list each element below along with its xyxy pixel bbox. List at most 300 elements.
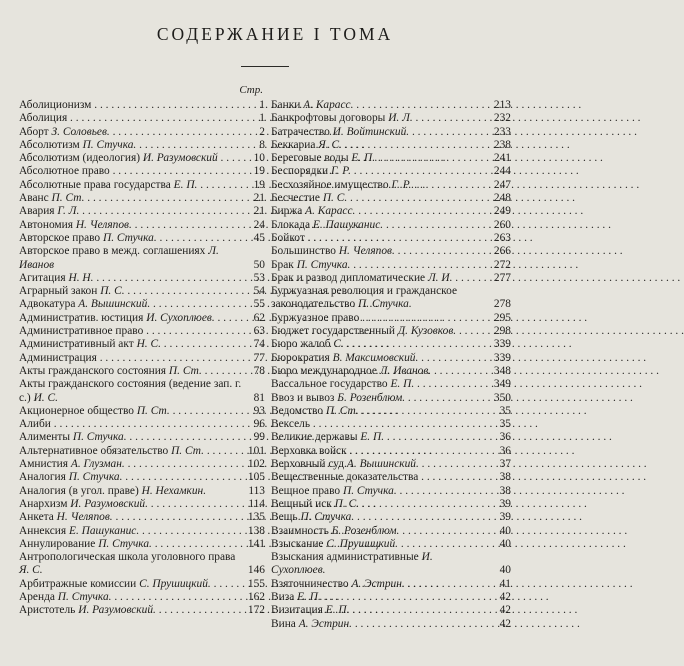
toc-entry-text [19, 365, 244, 378]
toc-entry [19, 551, 265, 578]
toc-entry-text [19, 298, 244, 311]
toc-entry-text [19, 551, 244, 578]
toc-entry [19, 139, 265, 152]
toc-entry-title: Вина [271, 617, 296, 630]
toc-entry-title: Взаимность [271, 524, 329, 537]
toc-entry-page: 162 [247, 590, 265, 603]
toc-entry-author: Л. Иванов [19, 245, 219, 271]
toc-entry-author: А. Вышинский. [346, 458, 419, 471]
toc-entry-page: 1 [259, 112, 265, 125]
toc-entry-page: 40 [499, 537, 511, 550]
toc-entry-text [271, 112, 486, 125]
toc-entry-page: 36 [499, 431, 511, 444]
toc-entry-title: Авторское право [19, 231, 101, 244]
toc-entry-author: П. Стучка. [57, 590, 112, 603]
toc-entry [271, 378, 511, 391]
toc-entry-author: Е. П. [360, 431, 385, 444]
toc-entry-title: Береговые воды [271, 152, 349, 165]
toc-entry [19, 578, 265, 591]
toc-entry-title: Ведомство [271, 404, 324, 417]
toc-entry [271, 591, 511, 604]
toc-entry-author: Н. С. [136, 338, 161, 351]
toc-entry-title: Банкрофтовы договоры [271, 112, 386, 125]
toc-entry-page: 36 [499, 444, 511, 457]
toc-entry-author: И. Сухоплюев. [271, 551, 433, 577]
toc-entry [19, 511, 265, 524]
toc-entry [271, 352, 511, 365]
toc-entry-title: Анархизм [19, 497, 68, 510]
toc-entry-page: 74 [253, 338, 265, 351]
toc-entry-author: Н. Челяпов. [338, 245, 395, 258]
toc-entry-page: 37 [499, 458, 511, 471]
toc-entry-page: 247 [493, 178, 511, 191]
toc-entry-page: 172 [247, 604, 265, 617]
toc-entry-text [19, 139, 244, 152]
toc-entry-title: Ввоз и вывоз [271, 391, 335, 404]
toc-entry [271, 338, 511, 351]
toc-entry-page: 348 [493, 364, 511, 377]
toc-entry-page: 38 [499, 484, 511, 497]
toc-entry-page: 35 [499, 404, 511, 417]
toc-entry [19, 338, 265, 351]
toc-entry-title: Автономия [19, 218, 73, 231]
toc-entry [271, 205, 511, 218]
toc-entry-author: С. [333, 338, 344, 351]
toc-entry-text [19, 312, 244, 325]
toc-entry [271, 498, 511, 511]
toc-entry-author: П. Стучка. [300, 511, 355, 524]
toc-entry-title: Батрачество [271, 125, 330, 138]
toc-entry [19, 538, 265, 551]
toc-column-right [271, 82, 511, 631]
toc-entry-author: А. Карасс. [303, 99, 354, 111]
toc-entry-title: Великие державы [271, 431, 358, 444]
toc-entry-title: Акты гражданского состояния (ведение зап. г. с.) [19, 378, 242, 404]
toc-entry [271, 445, 511, 458]
toc-entry-page: 266 [493, 245, 511, 258]
toc-entry-title: Алиби [19, 418, 51, 431]
toc-entry-title: Абсолютное право [19, 165, 110, 178]
toc-entry-page: 260 [493, 218, 511, 231]
toc-entry-text [271, 431, 486, 444]
toc-entry-author: Г. Л. [57, 205, 80, 218]
toc-entry [19, 152, 265, 165]
toc-entry-author: Е. П. [173, 178, 198, 191]
toc-entry-author: П. Ст. [325, 404, 359, 417]
toc-entry-author: П. Ст. [51, 192, 85, 205]
toc-entry-author: А. Глузман. [70, 458, 125, 471]
toc-column-left [19, 82, 265, 618]
toc-entry-title: Адвокатура [19, 298, 76, 311]
toc-entry-title: Аванс [19, 192, 49, 205]
toc-entry-page: 8 [259, 138, 265, 151]
toc-entry-title: Взыскания административные [271, 551, 419, 564]
toc-entry-text [271, 418, 486, 431]
toc-entry-page: 350 [493, 391, 511, 404]
toc-entry-title: Абсолютизм [19, 138, 80, 151]
toc-entry [19, 378, 265, 405]
toc-entry [19, 112, 265, 125]
toc-entry-text [19, 99, 244, 112]
toc-entry-page: 248 [493, 192, 511, 205]
toc-entry-title: Алименты [19, 431, 70, 444]
toc-entry-title: Бесчестие [271, 192, 320, 205]
toc-entry [19, 591, 265, 604]
toc-entry-text [271, 192, 486, 205]
toc-entry-title: Альтернативное обязательство [19, 444, 169, 457]
toc-entry-page: 10 [253, 152, 265, 165]
toc-entry-author: Б. Розенблюм. [337, 391, 406, 404]
toc-entry-author: Е. П. [390, 378, 415, 391]
toc-entry-author: И. Разумовский. [70, 497, 148, 510]
toc-entry-text [271, 511, 486, 524]
toc-entry-author: П. Ст. [168, 364, 202, 377]
toc-entry [271, 192, 511, 205]
toc-entry [271, 139, 511, 152]
toc-entry-text [271, 392, 486, 405]
toc-entry [19, 485, 265, 498]
toc-entry-page: 295 [493, 311, 511, 324]
toc-entry-title: Аналогия (в угол. праве) [19, 484, 139, 497]
toc-entry-text [19, 405, 244, 418]
toc-entry [19, 498, 265, 511]
toc-entry [271, 272, 511, 285]
toc-entry [19, 445, 265, 458]
toc-entry-author: Л. И. [427, 271, 453, 284]
toc-entry-text [271, 405, 486, 418]
toc-entry [19, 245, 265, 272]
toc-entry-text [271, 551, 486, 578]
toc-entry [19, 99, 265, 112]
toc-entry [271, 405, 511, 418]
toc-entry-text [271, 485, 486, 498]
toc-entry-author: Н. Нехамкин. [141, 484, 207, 497]
toc-entry-text [19, 525, 244, 538]
toc-entry [271, 485, 511, 498]
toc-entry-title: Бюро международное [271, 364, 377, 377]
toc-entry-text [19, 445, 244, 458]
toc-entry-title: Блокада [271, 218, 311, 231]
toc-entry-author: А. Эстрин. [298, 617, 353, 630]
toc-entry [271, 285, 511, 312]
toc-entry [271, 99, 511, 112]
toc-entry [271, 418, 511, 431]
toc-entry-page: 238 [493, 138, 511, 151]
toc-entry-text [19, 232, 244, 245]
toc-entry [271, 179, 511, 192]
toc-entry-title: Большинство [271, 245, 336, 258]
toc-entry-text [19, 578, 244, 591]
toc-entry-text [271, 219, 486, 232]
toc-entry-author: С. Прушицкий. [139, 577, 211, 590]
toc-entry-text [19, 378, 244, 405]
toc-entry-page: 141 [247, 537, 265, 550]
toc-entry-page: 263 [493, 231, 511, 244]
toc-entry-author: И. Войтинский. [332, 125, 410, 138]
toc-entry-author: П. С. [100, 285, 125, 298]
toc-entry-text [19, 418, 244, 431]
toc-entry-title: Абсолютизм (идеология) [19, 152, 141, 165]
toc-entry-text [19, 591, 244, 604]
toc-entry-text [19, 604, 244, 617]
toc-entry-title: Акты гражданского состояния [19, 364, 167, 377]
toc-entry-text [19, 431, 244, 444]
toc-entry-text [19, 458, 244, 471]
toc-entry-author: И. Разумовский [142, 152, 218, 165]
toc-entry-author: П. Стучка. [98, 537, 152, 550]
toc-entry-author: П. С. [322, 192, 348, 205]
toc-entry-title: Анкета [19, 511, 54, 524]
toc-entry-page: 41 [499, 577, 511, 590]
toc-entry-page: 38 [499, 471, 511, 484]
toc-entry-author: Е. П. [325, 604, 350, 617]
toc-entry-author: П. Стучка. [358, 298, 412, 311]
toc-entry-title: Агитация [19, 271, 66, 284]
toc-entry [19, 285, 265, 298]
toc-entry-page: 81 [253, 391, 265, 404]
page-title: СОДЕРЖАНИЕ I ТОМА [156, 24, 394, 44]
toc-entry-text [19, 325, 244, 338]
toc-entry-text [271, 152, 486, 165]
toc-entry-text [271, 604, 486, 617]
toc-entry [271, 259, 511, 272]
toc-entry [19, 458, 265, 471]
toc-entry [271, 325, 511, 338]
toc-entry-author: Г. Р. [330, 165, 351, 178]
toc-entry-text [271, 445, 486, 458]
toc-entry-page: 249 [493, 205, 511, 218]
toc-entry-text [19, 152, 244, 165]
toc-entry-page: 138 [247, 524, 265, 537]
toc-entry-text [271, 325, 486, 338]
toc-entry-page: 244 [493, 165, 511, 178]
page-column-header: Стр. [239, 84, 263, 96]
toc-entry-title: Аболиционизм [19, 99, 92, 111]
toc-entry-text [271, 591, 486, 604]
toc-entry-page: 2 [259, 125, 265, 138]
toc-entry-title: Бесхозяйное имущество [271, 178, 389, 191]
toc-entry-text [19, 498, 244, 511]
toc-entry-page: 35 [499, 418, 511, 431]
toc-entry-author: Д. Кузовков. [397, 325, 457, 338]
toc-entry-text [19, 165, 244, 178]
toc-entry-text [271, 179, 486, 192]
toc-entry-text [271, 378, 486, 391]
toc-entry [19, 405, 265, 418]
toc-entry-page: 99 [253, 431, 265, 444]
toc-entry-page: 102 [247, 458, 265, 471]
toc-entry-text [271, 498, 486, 511]
toc-entry-page: 339 [493, 351, 511, 364]
toc-entry-title: Взыскание [271, 537, 324, 550]
toc-entry-author: П. С. [334, 497, 360, 510]
toc-entry-title: Брак [271, 258, 294, 271]
toc-entry-page: 114 [248, 497, 265, 510]
toc-entry-title: Аграрный закон [19, 285, 98, 298]
toc-entry-text [271, 338, 486, 351]
toc-entry-text [271, 285, 486, 312]
toc-entry-page: 96 [253, 418, 265, 431]
toc-entry-text [19, 126, 244, 139]
toc-entry-text [271, 618, 486, 631]
toc-entry-author: П. Стучка. [296, 258, 351, 271]
toc-entry [271, 112, 511, 125]
toc-entry-title: Аннулирование [19, 537, 96, 550]
toc-entry-page: 93 [253, 404, 265, 417]
toc-entry-text [19, 112, 244, 125]
toc-entry [271, 312, 511, 325]
toc-entry-text [271, 272, 486, 285]
toc-entry-title: Банки [271, 99, 301, 111]
toc-entry-title: Верховка войск [271, 444, 347, 457]
toc-entry-page: 278 [493, 298, 511, 311]
toc-entry-author: П. Стучка. [342, 484, 397, 497]
toc-entry-text [271, 525, 486, 538]
toc-entry-text [271, 99, 486, 112]
toc-entry-author: П. Стучка. [103, 231, 157, 244]
toc-entry-page: 19 [253, 165, 265, 178]
toc-entry-text [271, 471, 486, 484]
toc-entry-page: 42 [499, 590, 511, 603]
toc-entry-page: 40 [499, 564, 511, 577]
toc-entry-title: Администрация [19, 351, 97, 364]
toc-entry [19, 431, 265, 444]
toc-entry-page: 40 [499, 524, 511, 537]
toc-entry-title: Аналогия [19, 471, 66, 484]
toc-entry-author: П. Стучка. [72, 431, 127, 444]
toc-entry-text [19, 192, 244, 205]
toc-entry [271, 538, 511, 551]
toc-entry-title: Аннексия [19, 524, 67, 537]
toc-entry-author: Н. Челяпов. [56, 511, 113, 524]
toc-entry [19, 418, 265, 431]
toc-entry-page: 1 [259, 99, 265, 111]
toc-entry [19, 312, 265, 325]
toc-entry-page: 241 [493, 152, 511, 165]
toc-entry-title: Буржуазная революция и гражданское законодательство [271, 285, 458, 311]
toc-entry-title: Биржа [271, 205, 303, 218]
toc-entry-title: Аболиция [19, 112, 68, 125]
toc-entry-author: Е. П. [351, 152, 376, 165]
toc-entry [19, 352, 265, 365]
toc-entry-page: 39 [499, 511, 511, 524]
toc-entry-author: Е. Пашуканис. [312, 218, 384, 231]
toc-entry-title: Авторское право в межд. соглашениях [19, 245, 206, 258]
toc-entry-title: Абсолютные права государства [19, 178, 171, 191]
toc-entry-page: 155 [247, 577, 265, 590]
toc-entry-title: Визитация [271, 604, 323, 617]
toc-entry-text [271, 139, 486, 152]
toc-entry-text [271, 205, 486, 218]
toc-entry-title: Аренда [19, 590, 55, 603]
toc-entry [19, 192, 265, 205]
toc-entry-title: Антропологическая школа уголовного права [19, 551, 236, 564]
toc-entry-title: Аборт [19, 125, 49, 138]
toc-entry-text [271, 458, 486, 471]
toc-entry-page: 42 [499, 617, 511, 630]
toc-entry-page: 78 [253, 364, 265, 377]
toc-entry-page: 19 [253, 178, 265, 191]
toc-entry [271, 551, 511, 578]
toc-entry-text [19, 245, 244, 272]
toc-entry-text [19, 352, 244, 365]
toc-entry-text [271, 232, 486, 245]
toc-entry-page: 21 [253, 192, 265, 205]
toc-entry [271, 219, 511, 232]
toc-entry-text [19, 471, 244, 484]
toc-entry-author: И. Разумовский. [78, 604, 156, 617]
toc-entry-author: П. Стучка. [82, 138, 137, 151]
toc-entry-page: 62 [253, 311, 265, 324]
toc-entry [271, 152, 511, 165]
toc-entry-title: Брак и развод дипломатические [271, 271, 426, 284]
toc-entry-title: Аристотель [19, 604, 76, 617]
toc-entry-title: Бюро жалоб [271, 338, 331, 351]
toc-entry-text [19, 511, 244, 524]
toc-entry-title: Административный акт [19, 338, 134, 351]
toc-entry-author: П. Ст. [136, 404, 170, 417]
toc-entry-author: И. С. [33, 391, 58, 404]
toc-entry [19, 272, 265, 285]
toc-entry [19, 298, 265, 311]
toc-entry-title: Буржуазное право [271, 311, 360, 324]
toc-entry-page: 298 [493, 325, 511, 338]
toc-entry [19, 179, 265, 192]
toc-entry-title: Беспорядки [271, 165, 329, 178]
toc-entry-title: Административ. юстиция [19, 311, 144, 324]
toc-entry [19, 219, 265, 232]
toc-entry-page: 39 [499, 497, 511, 510]
toc-entry [271, 511, 511, 524]
toc-entry-text [19, 219, 244, 232]
toc-entry-author: А. Вышинский. [78, 298, 151, 311]
toc-entry-author: Б. Розенблюм. [331, 524, 400, 537]
toc-entry-page: 21 [253, 205, 265, 218]
toc-entry-text [271, 245, 486, 258]
toc-entry-text [19, 338, 244, 351]
toc-entry-text [271, 578, 486, 591]
toc-entry-title: Арбитражные комиссии [19, 577, 137, 590]
toc-entry-page: 101 [247, 444, 265, 457]
toc-entry-page: 45 [253, 231, 265, 244]
toc-entry [271, 471, 511, 484]
toc-entry [271, 618, 511, 631]
title-rule [241, 66, 289, 67]
toc-entry-text [271, 365, 486, 378]
toc-entry-page: 105 [247, 471, 265, 484]
toc-entry-page: 113 [248, 484, 265, 497]
toc-entry-page: 24 [253, 218, 265, 231]
toc-entry [19, 604, 265, 617]
toc-entry [271, 365, 511, 378]
toc-entry [19, 525, 265, 538]
toc-entry [19, 365, 265, 378]
toc-entry-author: Г. Р. [391, 178, 412, 191]
toc-entry [271, 245, 511, 258]
toc-entry-page: 272 [493, 258, 511, 271]
toc-entry-author: А. Карасс. [305, 205, 356, 218]
toc-entry-text [19, 285, 244, 298]
toc-entry-text [19, 205, 244, 218]
toc-entry-page: 54 [253, 285, 265, 298]
toc-entry-title: Вещественные доказательства [271, 471, 419, 484]
toc-entry-page: 50 [253, 258, 265, 271]
toc-entry-page: 55 [253, 298, 265, 311]
toc-entry-page: 77 [253, 351, 265, 364]
toc-entry [271, 458, 511, 471]
toc-entry-page: 233 [493, 125, 511, 138]
toc-entry [19, 232, 265, 245]
